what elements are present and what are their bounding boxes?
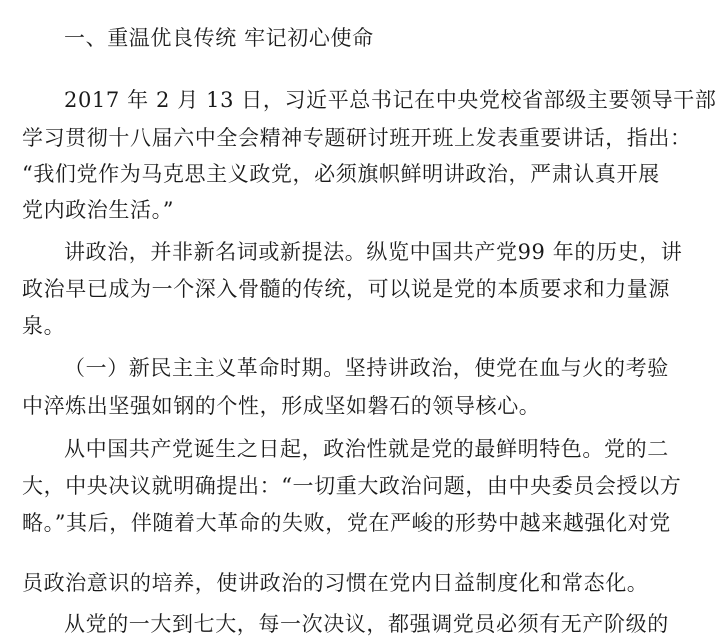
paragraph-3-line-2: 中淬炼出坚强如钢的个性，形成坚如磐石的领导核心。 <box>22 394 541 418</box>
paragraph-1-line-2: 学习贯彻十八届六中全会精神专题研讨班开班上发表重要讲话，指出： <box>22 126 692 150</box>
paragraph-2-line-2: 政治早已成为一个深入骨髓的传统，可以说是党的本质要求和力量源 <box>22 277 670 301</box>
paragraph-1-line-1: 2017 年 2 月 13 日，习近平总书记在中央党校省部级主要领导干部 <box>64 88 717 112</box>
paragraph-4-line-2: 大，中央决议就明确提出：“一切重大政治问题，由中央委员会授以方 <box>22 474 682 498</box>
paragraph-3-line-1: （一）新民主主义革命时期。坚持讲政治，使党在血与火的考验 <box>64 356 669 380</box>
paragraph-1-line-4: 党内政治生活。” <box>22 198 175 222</box>
paragraph-4-line-1: 从中国共产党诞生之日起，政治性就是党的最鲜明特色。党的二 <box>64 437 669 461</box>
paragraph-5-line-1: 从党的一大到七大，每一次决议，都强调党员必须有无产阶级的 <box>64 612 669 636</box>
paragraph-2-line-3: 泉。 <box>22 314 66 338</box>
paragraph-2-line-1: 讲政治，并非新名词或新提法。纵览中国共产党99 年的历史，讲 <box>64 240 683 264</box>
paragraph-1-line-3: “我们党作为马克思主义政党，必须旗帜鲜明讲政治，严肃认真开展 <box>22 162 660 186</box>
section-heading: 一、重温优良传统 牢记初心使命 <box>64 26 374 50</box>
paragraph-4-line-3: 略。”其后，伴随着大革命的失败，党在严峻的形势中越来越强化对党 <box>22 511 671 535</box>
paragraph-4-line-4: 员政治意识的培养，使讲政治的习惯在党内日益制度化和常态化。 <box>22 571 649 595</box>
